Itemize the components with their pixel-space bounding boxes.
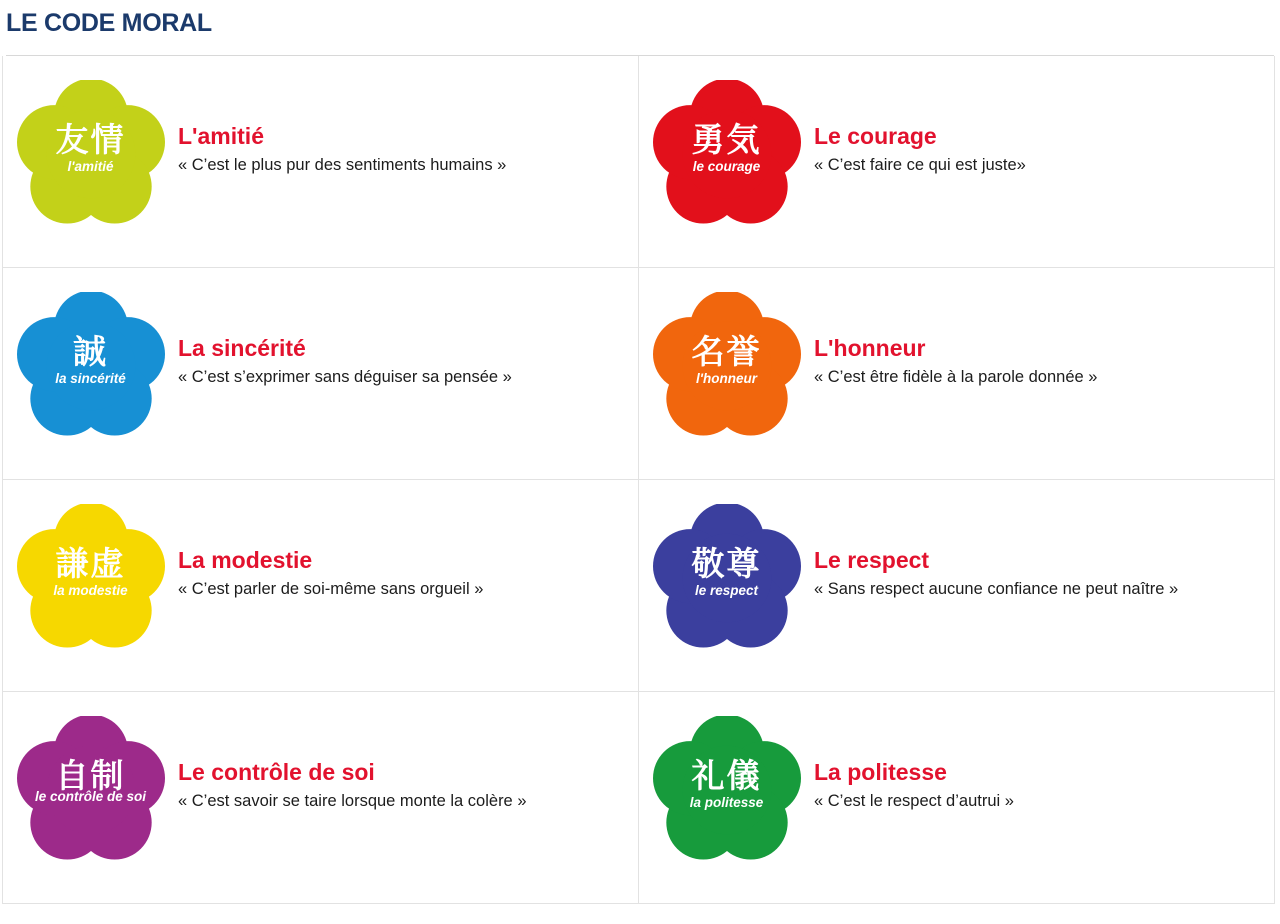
virtue-title: La politesse [814, 758, 947, 785]
virtue-text [178, 500, 503, 602]
virtue-text [814, 76, 1046, 178]
emblem-container [3, 712, 178, 864]
page-title: LE CODE MORAL [6, 9, 212, 37]
virtue-card[interactable] [3, 692, 639, 904]
flower-emblem-icon [17, 504, 165, 652]
virtue-card[interactable] [639, 480, 1275, 692]
emblem-kanji: 自制 [55, 755, 126, 795]
virtue-card[interactable] [3, 268, 639, 480]
flower-emblem-icon [17, 80, 165, 228]
emblem-container [639, 712, 814, 864]
emblem-label: l'amitié [67, 158, 114, 174]
virtue-quote: « C’est être fidèle à la parole donnée » [814, 367, 1098, 386]
emblem-label: le contrôle de soi [34, 788, 147, 804]
virtue-title: Le respect [814, 546, 930, 573]
virtue-text [178, 288, 532, 390]
virtue-quote: « C’est savoir se taire lorsque monte la colère » [178, 791, 527, 810]
emblem-kanji: 謙虚 [55, 543, 126, 583]
emblem-kanji: 誠 [73, 331, 108, 371]
emblem-kanji: 勇気 [691, 119, 762, 159]
virtue-text [814, 712, 1034, 814]
virtue-text [178, 712, 547, 814]
virtue-title: L'amitié [178, 122, 264, 149]
emblem-container [639, 288, 814, 440]
emblem-label: le respect [694, 582, 759, 598]
virtue-title: Le contrôle de soi [178, 758, 375, 785]
flower-emblem-icon [17, 292, 165, 440]
virtue-quote: « C’est le respect d’autrui » [814, 791, 1014, 810]
emblem-container [639, 500, 814, 652]
virtue-quote: « C’est parler de soi-même sans orgueil » [178, 579, 484, 598]
emblem-container [3, 288, 178, 440]
virtue-title: La modestie [178, 546, 313, 573]
emblem-container [3, 76, 178, 228]
virtue-text [178, 76, 526, 178]
virtue-text [814, 500, 1198, 602]
virtue-card[interactable] [639, 268, 1275, 480]
flower-emblem-icon [653, 80, 801, 228]
flower-emblem-icon [17, 716, 165, 864]
virtue-quote: « C’est s’exprimer sans déguiser sa pensée » [178, 367, 512, 386]
emblem-label: la sincérité [55, 370, 126, 386]
virtues-grid [2, 56, 1280, 904]
virtue-quote: « C’est faire ce qui est juste» [814, 155, 1026, 174]
flower-emblem-icon [653, 292, 801, 440]
virtue-quote: « Sans respect aucune confiance ne peut naître » [814, 579, 1179, 598]
virtue-text [814, 288, 1117, 390]
flower-emblem-icon [653, 716, 801, 864]
emblem-kanji: 名誉 [691, 331, 762, 371]
emblem-label: le courage [692, 158, 761, 174]
flower-emblem-icon [653, 504, 801, 652]
virtue-card[interactable] [639, 692, 1275, 904]
emblem-label: l'honneur [696, 370, 757, 386]
emblem-label: la modestie [53, 582, 128, 598]
virtue-title: Le courage [814, 122, 937, 149]
emblem-container [3, 500, 178, 652]
emblem-label: la politesse [689, 794, 764, 810]
virtue-card[interactable] [639, 56, 1275, 268]
emblem-kanji: 礼儀 [691, 755, 762, 795]
virtue-card[interactable] [3, 480, 639, 692]
emblem-kanji: 敬尊 [691, 543, 762, 583]
virtue-title: L'honneur [814, 334, 926, 361]
emblem-kanji: 友情 [55, 119, 126, 159]
virtue-title: La sincérité [178, 334, 306, 361]
virtue-quote: « C’est le plus pur des sentiments humains » [178, 155, 507, 174]
emblem-container [639, 76, 814, 228]
virtue-card[interactable] [3, 56, 639, 268]
